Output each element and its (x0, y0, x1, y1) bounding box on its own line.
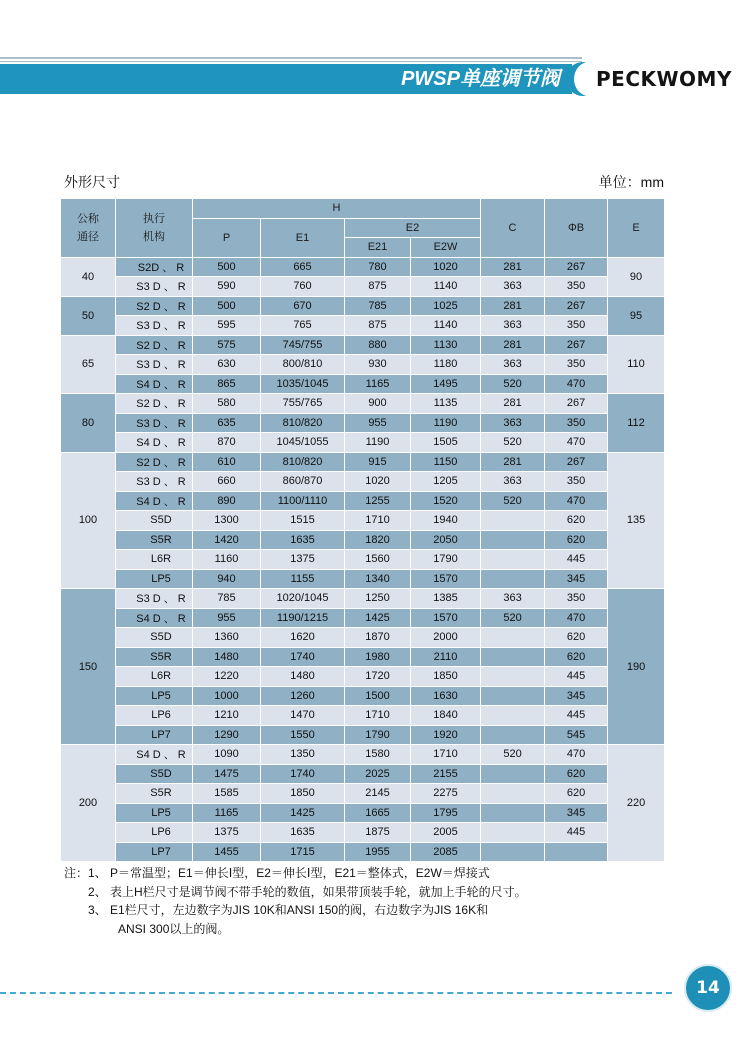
table-row (61, 686, 665, 706)
table-row (61, 472, 665, 492)
cell-p: 940 (193, 569, 261, 589)
cell-actuator: S2 D 、 R (116, 394, 193, 414)
cell-e21: 1790 (345, 725, 411, 745)
cell-e2w: 1790 (411, 550, 481, 570)
cell-e2w: 1140 (411, 277, 481, 297)
header-phib: ΦB (545, 199, 608, 258)
cell-e2w: 1205 (411, 472, 481, 492)
table-row (61, 589, 665, 609)
cell-actuator: S5D (116, 511, 193, 531)
cell-c: 281 (481, 296, 545, 316)
cell-e1: 1620 (261, 628, 345, 648)
cell-e21: 1580 (345, 745, 411, 765)
cell-phib: 470 (545, 745, 608, 765)
cell-p: 595 (193, 316, 261, 336)
table-row (61, 803, 665, 823)
cell-e21: 1425 (345, 608, 411, 628)
cell-e21: 930 (345, 355, 411, 375)
header-c: C (481, 199, 545, 258)
note-3-cont: ANSI 300以上的阀。 (118, 921, 230, 936)
table-row (61, 335, 665, 355)
cell-p: 1165 (193, 803, 261, 823)
table-row (61, 452, 665, 472)
table-row (61, 277, 665, 297)
cell-e21: 1255 (345, 491, 411, 511)
table-row (61, 569, 665, 589)
cell-e: 220 (608, 745, 665, 862)
cell-e1: 1190/1215 (261, 608, 345, 628)
cell-p: 1290 (193, 725, 261, 745)
note-2: 2、 表上H栏尺寸是调节阀不带手轮的数值，如果带顶装手轮，就加上手轮的尺寸。 (88, 884, 527, 899)
footer-dashed-rule (0, 992, 672, 994)
cell-e21: 1500 (345, 686, 411, 706)
cell-dn: 200 (61, 745, 116, 862)
table-row (61, 647, 665, 667)
cell-p: 955 (193, 608, 261, 628)
cell-e2w: 1385 (411, 589, 481, 609)
cell-e2w: 1630 (411, 686, 481, 706)
cell-dn: 50 (61, 296, 116, 335)
cell-p: 660 (193, 472, 261, 492)
cell-p: 500 (193, 257, 261, 277)
cell-p: 635 (193, 413, 261, 433)
cell-phib: 345 (545, 803, 608, 823)
cell-phib: 545 (545, 725, 608, 745)
cell-e2w: 1505 (411, 433, 481, 453)
cell-e1: 1515 (261, 511, 345, 531)
cell-e: 135 (608, 452, 665, 589)
table-row (61, 745, 665, 765)
cell-p: 1420 (193, 530, 261, 550)
cell-e2w: 1795 (411, 803, 481, 823)
cell-actuator: S4 D 、 R (116, 608, 193, 628)
cell-c (481, 725, 545, 745)
unit-label: 单位：mm (598, 174, 664, 190)
cell-p: 610 (193, 452, 261, 472)
cell-e1: 1100/1110 (261, 491, 345, 511)
cell-e21: 785 (345, 296, 411, 316)
cell-phib: 350 (545, 355, 608, 375)
cell-e: 110 (608, 335, 665, 394)
table-row (61, 491, 665, 511)
cell-e2w: 1190 (411, 413, 481, 433)
cell-c: 520 (481, 745, 545, 765)
cell-e1: 1550 (261, 725, 345, 745)
cell-e21: 1955 (345, 842, 411, 862)
cell-p: 870 (193, 433, 261, 453)
cell-e21: 2025 (345, 764, 411, 784)
table-row (61, 257, 665, 277)
note-1: 注：1、 P＝常温型；E1＝伸长Ⅰ型，E2＝伸长Ⅰ型，E21＝整体式，E2W＝焊接式 (64, 866, 490, 880)
cell-e21: 1720 (345, 667, 411, 687)
header-actuator: 执行 机构 (116, 199, 193, 258)
cell-actuator: LP5 (116, 686, 193, 706)
cell-c: 363 (481, 277, 545, 297)
cell-e1: 810/820 (261, 452, 345, 472)
cell-e: 112 (608, 394, 665, 453)
table-row (61, 374, 665, 394)
cell-e1: 760 (261, 277, 345, 297)
cell-phib: 267 (545, 452, 608, 472)
table-row (61, 706, 665, 726)
cell-c: 520 (481, 608, 545, 628)
cell-p: 1090 (193, 745, 261, 765)
cell-phib: 470 (545, 374, 608, 394)
cell-c (481, 647, 545, 667)
cell-e1: 670 (261, 296, 345, 316)
cell-e21: 915 (345, 452, 411, 472)
cell-e2w: 1940 (411, 511, 481, 531)
cell-e2w: 1140 (411, 316, 481, 336)
cell-c: 520 (481, 374, 545, 394)
cell-e21: 1165 (345, 374, 411, 394)
cell-e1: 860/870 (261, 472, 345, 492)
header-e2w: E2W (411, 238, 481, 258)
cell-actuator: LP5 (116, 803, 193, 823)
cell-e2w: 2110 (411, 647, 481, 667)
header-rule-thin (0, 61, 582, 62)
cell-phib: 267 (545, 257, 608, 277)
header-h: H (193, 199, 481, 219)
cell-p: 1585 (193, 784, 261, 804)
cell-p: 580 (193, 394, 261, 414)
section-title: 外形尺寸 (64, 174, 120, 190)
table-row (61, 394, 665, 414)
notes (64, 864, 527, 938)
cell-e1: 1020/1045 (261, 589, 345, 609)
cell-phib: 445 (545, 667, 608, 687)
cell-c (481, 686, 545, 706)
cell-e2w: 1135 (411, 394, 481, 414)
cell-e1: 800/810 (261, 355, 345, 375)
cell-actuator: S5R (116, 784, 193, 804)
table-row (61, 823, 665, 843)
cell-phib: 350 (545, 277, 608, 297)
cell-p: 865 (193, 374, 261, 394)
cell-actuator: L6R (116, 667, 193, 687)
cell-phib: 620 (545, 628, 608, 648)
table-row (61, 628, 665, 648)
cell-c: 281 (481, 394, 545, 414)
cell-dn: 80 (61, 394, 116, 453)
cell-p: 630 (193, 355, 261, 375)
cell-actuator: LP7 (116, 725, 193, 745)
cell-e2w: 2275 (411, 784, 481, 804)
cell-dn: 150 (61, 589, 116, 745)
cell-c: 363 (481, 472, 545, 492)
cell-c (481, 764, 545, 784)
cell-e2w: 2085 (411, 842, 481, 862)
cell-e21: 1190 (345, 433, 411, 453)
cell-p: 1375 (193, 823, 261, 843)
cell-e1: 1635 (261, 530, 345, 550)
cell-phib: 267 (545, 335, 608, 355)
cell-actuator: S5D (116, 628, 193, 648)
cell-e2w: 2005 (411, 823, 481, 843)
cell-dn: 100 (61, 452, 116, 589)
page-title: PWSP单座调节阀 (401, 68, 560, 90)
header-dn: 公称 通径 (61, 199, 116, 258)
cell-e2w: 1495 (411, 374, 481, 394)
cell-e1: 1480 (261, 667, 345, 687)
cell-phib: 350 (545, 472, 608, 492)
cell-phib: 267 (545, 296, 608, 316)
cell-e2w: 1180 (411, 355, 481, 375)
cell-c: 281 (481, 335, 545, 355)
cell-actuator: S2 D 、 R (116, 296, 193, 316)
cell-phib (545, 842, 608, 862)
cell-p: 590 (193, 277, 261, 297)
cell-p: 1480 (193, 647, 261, 667)
cell-phib: 445 (545, 706, 608, 726)
cell-actuator: LP6 (116, 823, 193, 843)
cell-actuator: S4 D 、 R (116, 745, 193, 765)
cell-c: 520 (481, 433, 545, 453)
cell-actuator: S3 D 、 R (116, 277, 193, 297)
cell-e1: 1715 (261, 842, 345, 862)
cell-phib: 620 (545, 647, 608, 667)
cell-actuator: S4 D 、 R (116, 374, 193, 394)
cell-e2w: 1570 (411, 608, 481, 628)
cell-actuator: S3 D 、 R (116, 355, 193, 375)
cell-c (481, 784, 545, 804)
cell-actuator: S3 D 、 R (116, 472, 193, 492)
cell-actuator: S2 D 、 R (116, 335, 193, 355)
cell-e1: 1740 (261, 764, 345, 784)
cell-e: 190 (608, 589, 665, 745)
cell-e21: 955 (345, 413, 411, 433)
cell-actuator: LP5 (116, 569, 193, 589)
cell-e1: 745/755 (261, 335, 345, 355)
cell-e: 95 (608, 296, 665, 335)
cell-c: 363 (481, 589, 545, 609)
cell-p: 1475 (193, 764, 261, 784)
table-row (61, 530, 665, 550)
header-e2: E2 (345, 218, 481, 238)
cell-p: 1220 (193, 667, 261, 687)
cell-e2w: 1020 (411, 257, 481, 277)
cell-e21: 1820 (345, 530, 411, 550)
cell-e2w: 1840 (411, 706, 481, 726)
header-e21: E21 (345, 238, 411, 258)
cell-e21: 875 (345, 277, 411, 297)
table-row (61, 608, 665, 628)
cell-e1: 1375 (261, 550, 345, 570)
cell-e21: 1710 (345, 511, 411, 531)
cell-e2w: 1150 (411, 452, 481, 472)
cell-actuator: LP7 (116, 842, 193, 862)
cell-actuator: S3 D 、 R (116, 413, 193, 433)
cell-actuator: S4 D 、 R (116, 433, 193, 453)
note-3: 3、 E1栏尺寸，左边数字为JIS 10K和ANSI 150的阀，右边数字为JIS 16K和 (88, 903, 489, 917)
table-row (61, 296, 665, 316)
cell-c (481, 550, 545, 570)
cell-dn: 40 (61, 257, 116, 296)
cell-c: 363 (481, 316, 545, 336)
cell-c (481, 823, 545, 843)
cell-p: 500 (193, 296, 261, 316)
cell-phib: 267 (545, 394, 608, 414)
cell-e1: 1740 (261, 647, 345, 667)
cell-e21: 1875 (345, 823, 411, 843)
cell-c (481, 803, 545, 823)
cell-e2w: 1920 (411, 725, 481, 745)
cell-c (481, 667, 545, 687)
cell-p: 1160 (193, 550, 261, 570)
cell-e2w: 2155 (411, 764, 481, 784)
cell-actuator: S3 D 、 R (116, 589, 193, 609)
cell-e21: 880 (345, 335, 411, 355)
cell-e21: 1340 (345, 569, 411, 589)
cell-actuator: L6R (116, 550, 193, 570)
cell-phib: 350 (545, 316, 608, 336)
cell-actuator: S5R (116, 530, 193, 550)
cell-phib: 350 (545, 413, 608, 433)
cell-phib: 620 (545, 784, 608, 804)
cell-c (481, 842, 545, 862)
cell-c (481, 706, 545, 726)
table-row (61, 764, 665, 784)
cell-e21: 1870 (345, 628, 411, 648)
cell-e1: 755/765 (261, 394, 345, 414)
cell-e21: 1020 (345, 472, 411, 492)
cell-phib: 445 (545, 550, 608, 570)
cell-actuator: S5D (116, 764, 193, 784)
cell-c (481, 569, 545, 589)
cell-phib: 620 (545, 511, 608, 531)
cell-e2w: 1520 (411, 491, 481, 511)
cell-e21: 1665 (345, 803, 411, 823)
cell-c: 520 (481, 491, 545, 511)
cell-actuator: S2D 、 R (116, 257, 193, 277)
cell-e1: 1260 (261, 686, 345, 706)
header-p: P (193, 218, 261, 257)
cell-e1: 1470 (261, 706, 345, 726)
cell-e2w: 1570 (411, 569, 481, 589)
table-row (61, 511, 665, 531)
cell-p: 890 (193, 491, 261, 511)
cell-e21: 2145 (345, 784, 411, 804)
cell-c: 281 (481, 257, 545, 277)
cell-phib: 470 (545, 608, 608, 628)
cell-p: 1360 (193, 628, 261, 648)
table-row (61, 316, 665, 336)
cell-p: 1455 (193, 842, 261, 862)
table-row (61, 355, 665, 375)
cell-e2w: 1850 (411, 667, 481, 687)
cell-dn: 65 (61, 335, 116, 394)
cell-phib: 350 (545, 589, 608, 609)
table-row (61, 550, 665, 570)
cell-phib: 470 (545, 433, 608, 453)
cell-actuator: S2 D 、 R (116, 452, 193, 472)
cell-e21: 1560 (345, 550, 411, 570)
cell-e21: 875 (345, 316, 411, 336)
table-row (61, 667, 665, 687)
cell-p: 1210 (193, 706, 261, 726)
table-row (61, 842, 665, 862)
cell-e2w: 1025 (411, 296, 481, 316)
page-number: 14 (684, 964, 732, 1012)
cell-e2w: 2000 (411, 628, 481, 648)
cell-e21: 900 (345, 394, 411, 414)
cell-phib: 445 (545, 823, 608, 843)
cell-c (481, 511, 545, 531)
cell-e: 90 (608, 257, 665, 296)
table-row (61, 725, 665, 745)
cell-c (481, 530, 545, 550)
cell-phib: 470 (545, 491, 608, 511)
cell-e1: 1155 (261, 569, 345, 589)
cell-c: 363 (481, 355, 545, 375)
cell-e1: 665 (261, 257, 345, 277)
cell-e1: 810/820 (261, 413, 345, 433)
cell-p: 785 (193, 589, 261, 609)
brand-logo: PECKWOMY (596, 67, 732, 91)
cell-e2w: 1710 (411, 745, 481, 765)
table-row (61, 433, 665, 453)
cell-actuator: LP6 (116, 706, 193, 726)
cell-p: 575 (193, 335, 261, 355)
cell-e1: 1850 (261, 784, 345, 804)
cell-actuator: S5R (116, 647, 193, 667)
cell-c: 363 (481, 413, 545, 433)
cell-e1: 1035/1045 (261, 374, 345, 394)
cell-p: 1300 (193, 511, 261, 531)
cell-e1: 1045/1055 (261, 433, 345, 453)
table-row (61, 784, 665, 804)
cell-e2w: 1130 (411, 335, 481, 355)
header-e1: E1 (261, 218, 345, 257)
header-e: E (608, 199, 665, 258)
dimension-table (60, 198, 665, 862)
cell-c (481, 628, 545, 648)
cell-e21: 780 (345, 257, 411, 277)
table-row (61, 413, 665, 433)
cell-phib: 620 (545, 530, 608, 550)
cell-actuator: S4 D 、 R (116, 491, 193, 511)
cell-e21: 1250 (345, 589, 411, 609)
cell-e21: 1710 (345, 706, 411, 726)
cell-p: 1000 (193, 686, 261, 706)
cell-e1: 1425 (261, 803, 345, 823)
cell-e1: 765 (261, 316, 345, 336)
cell-phib: 345 (545, 686, 608, 706)
cell-e1: 1635 (261, 823, 345, 843)
cell-e1: 1350 (261, 745, 345, 765)
cell-phib: 345 (545, 569, 608, 589)
cell-phib: 620 (545, 764, 608, 784)
header-rule-top (0, 57, 582, 59)
cell-e21: 1980 (345, 647, 411, 667)
cell-e2w: 2050 (411, 530, 481, 550)
cell-actuator: S3 D 、 R (116, 316, 193, 336)
cell-c: 281 (481, 452, 545, 472)
